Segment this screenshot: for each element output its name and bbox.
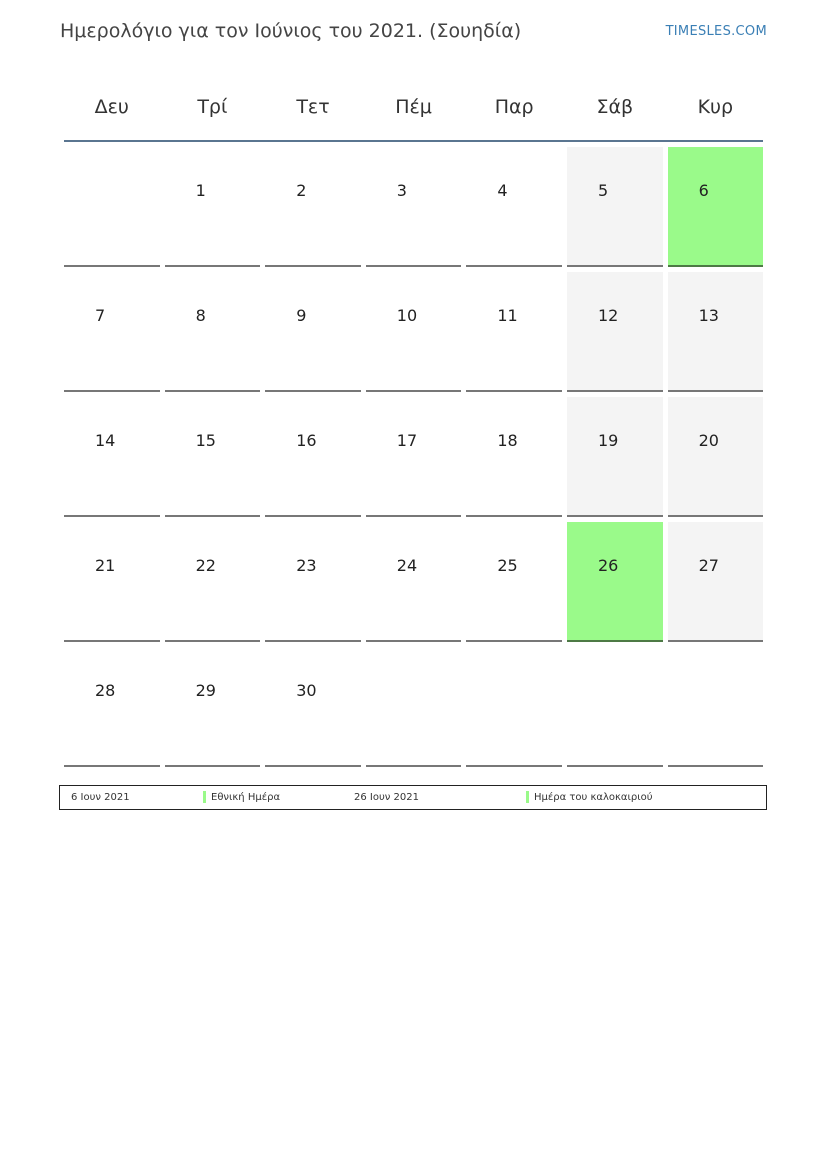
empty-day-cell — [466, 647, 562, 767]
day-number: 29 — [195, 681, 216, 700]
day-cell[interactable] — [64, 397, 160, 517]
day-number: 7 — [95, 306, 106, 325]
day-number: 28 — [95, 681, 116, 700]
day-number: 4 — [497, 181, 508, 200]
day-number: 6 — [698, 181, 709, 200]
empty-day-cell — [64, 147, 160, 267]
day-number: 23 — [296, 556, 317, 575]
weekday-label: Τρί — [197, 96, 228, 118]
weekday-label: Πέμ — [395, 96, 432, 118]
day-cell[interactable] — [265, 397, 361, 517]
day-cell[interactable] — [165, 397, 261, 517]
day-number: 21 — [95, 556, 116, 575]
day-number: 22 — [195, 556, 216, 575]
day-number: 20 — [698, 431, 719, 450]
day-cell[interactable] — [366, 522, 462, 642]
day-cell[interactable] — [567, 522, 663, 642]
day-number: 9 — [296, 306, 307, 325]
weekday-label: Τετ — [296, 96, 330, 118]
day-number: 18 — [497, 431, 518, 450]
day-number: 27 — [698, 556, 719, 575]
empty-day-cell — [668, 647, 764, 767]
weekday-label: Παρ — [494, 96, 534, 118]
calendar — [64, 74, 763, 767]
day-number: 24 — [396, 556, 418, 575]
day-number: 2 — [296, 181, 307, 200]
page-title: Ημερολόγιο για τον Ιούνιος του 2021. (Σουηδία) — [60, 20, 522, 42]
day-number: 19 — [597, 431, 619, 450]
brand-link[interactable]: TIMESLES.COM — [665, 24, 767, 39]
day-cell[interactable] — [265, 647, 361, 767]
day-cell[interactable] — [668, 522, 764, 642]
weekday-label: Κυρ — [697, 96, 734, 118]
day-number: 26 — [597, 556, 619, 575]
day-cell[interactable] — [366, 272, 462, 392]
day-cell[interactable] — [366, 397, 462, 517]
day-number: 25 — [497, 556, 518, 575]
day-cell[interactable] — [466, 522, 562, 642]
day-cell[interactable] — [567, 272, 663, 392]
weekday-label: Σάβ — [596, 96, 634, 118]
day-number: 1 — [195, 181, 206, 200]
weekday-header-row — [64, 74, 763, 142]
day-number: 13 — [698, 306, 719, 325]
legend-date: 26 Ιουν 2021 — [354, 792, 419, 803]
day-cell[interactable] — [466, 397, 562, 517]
legend-color-swatch — [203, 791, 206, 803]
day-cell[interactable] — [567, 397, 663, 517]
day-cell[interactable] — [668, 397, 764, 517]
day-cell[interactable] — [165, 522, 261, 642]
day-number: 5 — [597, 181, 609, 200]
empty-day-cell — [567, 647, 663, 767]
day-cell[interactable] — [466, 272, 562, 392]
day-cell[interactable] — [668, 147, 764, 267]
day-number: 10 — [396, 306, 418, 325]
day-cell[interactable] — [64, 272, 160, 392]
weekday-label: Δευ — [94, 96, 129, 118]
day-cell[interactable] — [668, 272, 764, 392]
legend-holiday-name: Εθνική Ημέρα — [211, 792, 281, 803]
legend-date: 6 Ιουν 2021 — [71, 792, 130, 803]
day-number: 11 — [497, 306, 518, 325]
day-cell[interactable] — [265, 147, 361, 267]
day-number: 8 — [195, 306, 206, 325]
day-cell[interactable] — [165, 647, 261, 767]
day-cell[interactable] — [64, 522, 160, 642]
holiday-legend — [59, 785, 767, 810]
day-cell[interactable] — [366, 147, 462, 267]
day-number: 30 — [296, 681, 317, 700]
day-cell[interactable] — [265, 272, 361, 392]
day-number: 17 — [396, 431, 418, 450]
legend-holiday-name: Ημέρα του καλοκαιριού — [534, 792, 653, 803]
day-number: 16 — [296, 431, 317, 450]
day-number: 3 — [396, 181, 407, 200]
day-number: 12 — [597, 306, 619, 325]
day-number: 15 — [195, 431, 216, 450]
legend-color-swatch — [526, 791, 529, 803]
day-number: 14 — [95, 431, 116, 450]
day-grid — [64, 142, 763, 767]
day-cell[interactable] — [265, 522, 361, 642]
day-cell[interactable] — [64, 647, 160, 767]
day-cell[interactable] — [165, 272, 261, 392]
day-cell[interactable] — [567, 147, 663, 267]
day-cell[interactable] — [466, 147, 562, 267]
day-cell[interactable] — [165, 147, 261, 267]
empty-day-cell — [366, 647, 462, 767]
